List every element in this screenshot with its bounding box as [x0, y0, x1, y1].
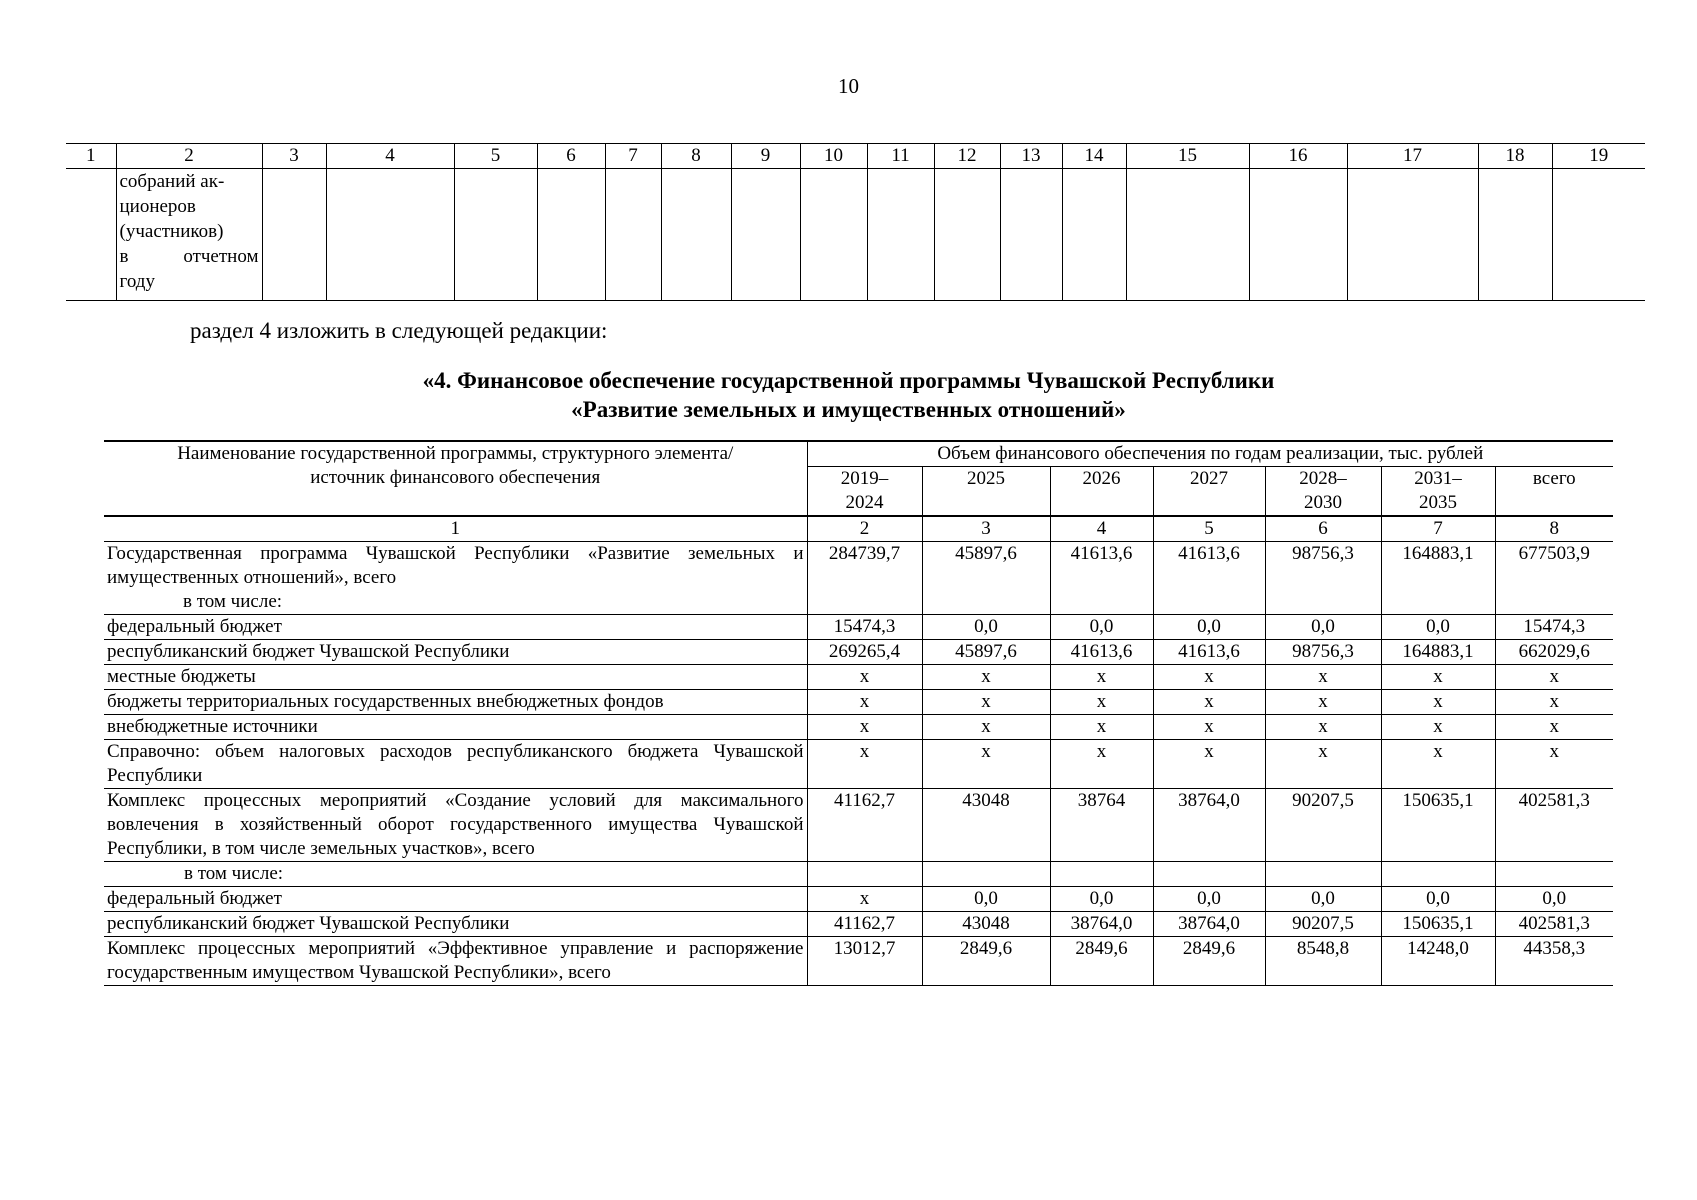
value-cell: х	[1381, 665, 1495, 690]
value-cell: 677503,9	[1495, 542, 1613, 615]
row-name-cell	[104, 887, 807, 912]
finance-row	[104, 862, 1613, 887]
value-cell	[922, 862, 1050, 887]
finance-row	[104, 690, 1613, 715]
continuation-cell	[1478, 169, 1552, 301]
column-number-cell: 2	[807, 516, 922, 542]
value-cell: 2849,6	[922, 937, 1050, 986]
finance-row	[104, 887, 1613, 912]
finance-row	[104, 740, 1613, 789]
row-name-cell	[104, 937, 807, 986]
column-number-cell: 12	[934, 144, 1000, 169]
row-name-text: республиканский бюджет Чувашской Республики	[107, 641, 510, 662]
value-cell: х	[1153, 665, 1265, 690]
continuation-text-line: собраний ак-	[119, 171, 225, 192]
value-cell: 41613,6	[1050, 542, 1153, 615]
value-cell: 662029,6	[1495, 640, 1613, 665]
value-cell: 13012,7	[807, 937, 922, 986]
value-cell: х	[922, 715, 1050, 740]
finance-header-row	[104, 441, 1613, 467]
value-cell: 8548,8	[1265, 937, 1381, 986]
value-cell: 164883,1	[1381, 640, 1495, 665]
value-cell: х	[807, 715, 922, 740]
value-cell: 402581,3	[1495, 912, 1613, 937]
period-header-cell: 2031– 2035	[1381, 467, 1495, 517]
period-header-cell: 2019– 2024	[807, 467, 922, 517]
value-cell	[1153, 862, 1265, 887]
intro-text: раздел 4 изложить в следующей редакции:	[190, 318, 608, 343]
continuation-cell	[537, 169, 605, 301]
value-cell: 41162,7	[807, 789, 922, 862]
continuation-text-line: в отчетном	[119, 246, 259, 267]
value-cell: 0,0	[1153, 887, 1265, 912]
name-column-header: Наименование государственной программы, структурного элемента/источник финансового обеспечения	[104, 441, 807, 516]
continuation-cell	[454, 169, 537, 301]
section-title-line1: «4. Финансовое обеспечение государственной программы Чувашской Республики	[422, 368, 1275, 393]
column-number-cell: 4	[326, 144, 454, 169]
row-name-cell	[104, 862, 807, 887]
value-cell	[1265, 862, 1381, 887]
continuation-table	[66, 143, 1645, 301]
value-cell: 284739,7	[807, 542, 922, 615]
value-cell: 150635,1	[1381, 789, 1495, 862]
period-header-cell: 2028– 2030	[1265, 467, 1381, 517]
column-number-cell: 8	[1495, 516, 1613, 542]
value-cell: х	[807, 690, 922, 715]
row-name-text: Комплекс процессных мероприятий «Создание условий для максимального вовлечения в хозяйственный оборот государственного имущества Чувашской Республики, в том числе земельных участков», всего	[107, 790, 804, 859]
row-name-text: бюджеты территориальных государственных внебюджетных фондов	[107, 691, 664, 712]
value-cell: х	[1265, 665, 1381, 690]
value-cell: 38764,0	[1153, 789, 1265, 862]
section-title	[0, 366, 1697, 424]
column-number-cell: 17	[1347, 144, 1478, 169]
section-title-line2: «Развитие земельных и имущественных отношений»	[571, 397, 1126, 422]
finance-row	[104, 665, 1613, 690]
column-number-cell: 6	[537, 144, 605, 169]
value-cell: 14248,0	[1381, 937, 1495, 986]
value-cell: х	[1265, 740, 1381, 789]
value-cell: х	[1050, 715, 1153, 740]
value-cell: х	[922, 665, 1050, 690]
value-cell: 45897,6	[922, 640, 1050, 665]
value-cell: 0,0	[1381, 887, 1495, 912]
value-cell: 43048	[922, 912, 1050, 937]
column-number-cell: 10	[800, 144, 867, 169]
value-cell	[1381, 862, 1495, 887]
value-cell: х	[1495, 740, 1613, 789]
value-cell: 41613,6	[1153, 640, 1265, 665]
value-cell: х	[922, 740, 1050, 789]
value-cell: 0,0	[1050, 615, 1153, 640]
column-number-cell: 7	[1381, 516, 1495, 542]
value-cell: х	[807, 740, 922, 789]
value-cell: 402581,3	[1495, 789, 1613, 862]
row-name-text: местные бюджеты	[107, 666, 256, 687]
value-cell: 0,0	[1050, 887, 1153, 912]
value-cell: х	[1050, 690, 1153, 715]
row-name-text: федеральный бюджет	[107, 888, 282, 909]
value-cell: 0,0	[922, 887, 1050, 912]
continuation-cell	[1000, 169, 1062, 301]
column-number-cell: 6	[1265, 516, 1381, 542]
column-number-cell: 18	[1478, 144, 1552, 169]
continuation-cell	[326, 169, 454, 301]
value-cell	[1495, 862, 1613, 887]
continuation-cell	[867, 169, 934, 301]
row-name-text: федеральный бюджет	[107, 616, 282, 637]
value-cell: 98756,3	[1265, 640, 1381, 665]
value-cell: 0,0	[1381, 615, 1495, 640]
continuation-cell	[116, 169, 262, 301]
row-name-cell	[104, 789, 807, 862]
value-cell: х	[807, 887, 922, 912]
value-cell: х	[1495, 715, 1613, 740]
value-cell	[807, 862, 922, 887]
period-header-cell: 2026	[1050, 467, 1153, 517]
value-cell: 38764	[1050, 789, 1153, 862]
row-name-cell	[104, 640, 807, 665]
column-number-cell: 4	[1050, 516, 1153, 542]
continuation-cell	[934, 169, 1000, 301]
value-cell: 44358,3	[1495, 937, 1613, 986]
value-cell: х	[1265, 690, 1381, 715]
value-cell: х	[1381, 740, 1495, 789]
value-cell: 164883,1	[1381, 542, 1495, 615]
value-cell: 38764,0	[1050, 912, 1153, 937]
value-cell: 41613,6	[1050, 640, 1153, 665]
continuation-cell	[1347, 169, 1478, 301]
row-name-text: Комплекс процессных мероприятий «Эффективное управление и распоряжение государственным имуществом Чувашской Республики», всего	[107, 938, 804, 983]
finance-row	[104, 615, 1613, 640]
continuation-cell	[605, 169, 661, 301]
value-cell: х	[922, 690, 1050, 715]
continuation-header-row	[66, 144, 1645, 169]
column-number-cell: 9	[731, 144, 800, 169]
value-cell: х	[1381, 715, 1495, 740]
row-name-cell	[104, 912, 807, 937]
value-cell: 43048	[922, 789, 1050, 862]
value-cell: 38764,0	[1153, 912, 1265, 937]
period-header-cell: 2025	[922, 467, 1050, 517]
row-name-text: республиканский бюджет Чувашской Республики	[107, 913, 510, 934]
continuation-text-line: году	[119, 271, 155, 292]
continuation-cell	[1062, 169, 1126, 301]
row-name-cell	[104, 690, 807, 715]
column-number-cell: 5	[454, 144, 537, 169]
column-number-cell: 2	[116, 144, 262, 169]
column-number-cell: 13	[1000, 144, 1062, 169]
column-number-cell: 19	[1552, 144, 1645, 169]
column-number-cell: 8	[661, 144, 731, 169]
value-cell: х	[1050, 665, 1153, 690]
row-subtitle-text: в том числе:	[183, 591, 283, 612]
value-cell: 150635,1	[1381, 912, 1495, 937]
value-cell: 0,0	[1153, 615, 1265, 640]
value-cell: 90207,5	[1265, 789, 1381, 862]
value-cell: х	[1153, 690, 1265, 715]
row-name-text: внебюджетные источники	[107, 716, 318, 737]
finance-row	[104, 640, 1613, 665]
finance-column-number-row	[104, 516, 1613, 542]
continuation-text-line: ционеров	[119, 196, 196, 217]
period-header-cell: всего	[1495, 467, 1613, 517]
value-cell	[1050, 862, 1153, 887]
value-cell: х	[1495, 690, 1613, 715]
row-name-cell	[104, 715, 807, 740]
row-name-text: Государственная программа Чувашской Республики «Развитие земельных и имущественных отношений», всего	[107, 543, 804, 588]
continuation-cell	[731, 169, 800, 301]
finance-row	[104, 789, 1613, 862]
column-number-cell: 11	[867, 144, 934, 169]
finance-row	[104, 912, 1613, 937]
column-number-cell: 1	[104, 516, 807, 542]
value-cell: х	[1495, 665, 1613, 690]
column-number-cell: 7	[605, 144, 661, 169]
value-cell: х	[1265, 715, 1381, 740]
continuation-cell	[800, 169, 867, 301]
column-number-cell: 3	[922, 516, 1050, 542]
value-cell: х	[1153, 715, 1265, 740]
continuation-body-row	[66, 169, 1645, 301]
column-number-cell: 1	[66, 144, 116, 169]
value-cell: 2849,6	[1153, 937, 1265, 986]
value-cell: 2849,6	[1050, 937, 1153, 986]
row-name-cell	[104, 542, 807, 615]
value-cell: 98756,3	[1265, 542, 1381, 615]
volume-column-header: Объем финансового обеспечения по годам реализации, тыс. рублей	[807, 441, 1613, 467]
continuation-cell	[1126, 169, 1249, 301]
finance-table	[104, 440, 1613, 986]
finance-row	[104, 937, 1613, 986]
page-number: 10	[838, 74, 859, 98]
value-cell: х	[1050, 740, 1153, 789]
value-cell: х	[1153, 740, 1265, 789]
continuation-cell	[66, 169, 116, 301]
value-cell: 41613,6	[1153, 542, 1265, 615]
column-number-cell: 14	[1062, 144, 1126, 169]
value-cell: 45897,6	[922, 542, 1050, 615]
column-number-cell: 3	[262, 144, 326, 169]
row-name-text: Справочно: объем налоговых расходов республиканского бюджета Чувашской Республики	[107, 741, 804, 786]
period-header-cell: 2027	[1153, 467, 1265, 517]
value-cell: 0,0	[1265, 615, 1381, 640]
value-cell: 90207,5	[1265, 912, 1381, 937]
continuation-cell	[1552, 169, 1645, 301]
value-cell: 0,0	[1495, 887, 1613, 912]
finance-row	[104, 542, 1613, 615]
value-cell: 0,0	[1265, 887, 1381, 912]
value-cell: х	[1381, 690, 1495, 715]
column-number-cell: 5	[1153, 516, 1265, 542]
row-name-text: в том числе:	[184, 863, 284, 884]
row-name-cell	[104, 615, 807, 640]
column-number-cell: 16	[1249, 144, 1347, 169]
continuation-cell	[1249, 169, 1347, 301]
row-name-cell	[104, 740, 807, 789]
value-cell: х	[807, 665, 922, 690]
column-number-cell: 15	[1126, 144, 1249, 169]
value-cell: 269265,4	[807, 640, 922, 665]
continuation-cell	[661, 169, 731, 301]
value-cell: 15474,3	[1495, 615, 1613, 640]
continuation-cell	[262, 169, 326, 301]
finance-row	[104, 715, 1613, 740]
value-cell: 15474,3	[807, 615, 922, 640]
value-cell: 41162,7	[807, 912, 922, 937]
row-name-cell	[104, 665, 807, 690]
continuation-text-line: (участников)	[119, 221, 224, 242]
value-cell: 0,0	[922, 615, 1050, 640]
